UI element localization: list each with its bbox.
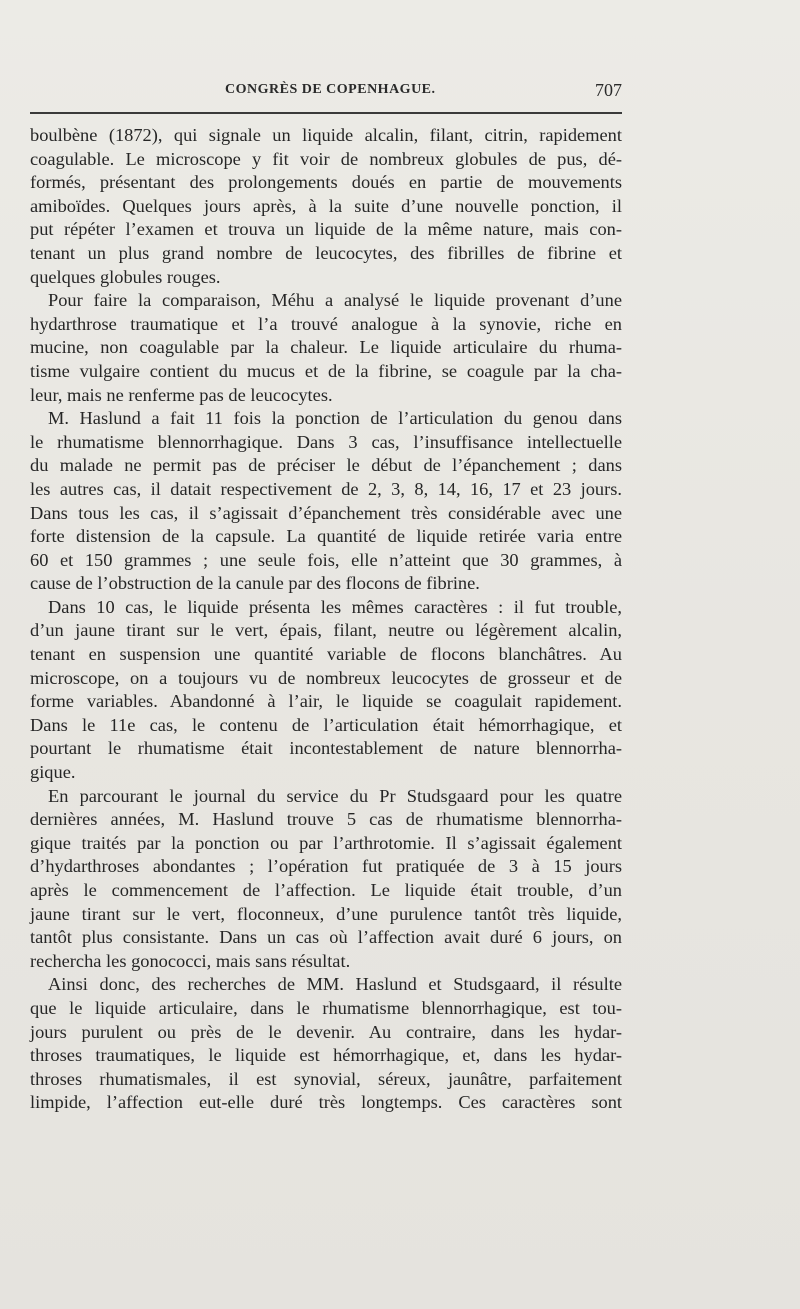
text-line: jours purulent ou près de le devenir. Au contraire, dans les hydar- bbox=[30, 1021, 622, 1042]
text-line: Dans tous les cas, il s’agissait d’épanchement très considérable avec une bbox=[30, 502, 622, 523]
text-line: microscope, on a toujours vu de nombreux leucocytes de grosseur et de bbox=[30, 667, 622, 688]
text-line: M. Haslund a fait 11 fois la ponction de l’articulation du genou dans bbox=[48, 408, 622, 429]
text-line: 60 et 150 grammes ; une seule fois, elle n’atteint que 30 grammes, à bbox=[30, 549, 622, 570]
text-line: gique traités par la ponction ou par l’arthrotomie. Il s’agissait également bbox=[30, 832, 622, 853]
text-line: quelques globules rouges. bbox=[30, 266, 221, 287]
text-line: jaune tirant sur le vert, floconneux, d’une purulence tantôt très liquide, bbox=[30, 903, 622, 924]
text-line: d’hydarthroses abondantes ; l’opération fut pratiquée de 3 à 15 jours bbox=[30, 856, 622, 877]
text-line: gique. bbox=[30, 762, 76, 783]
text-line: hydarthrose traumatique et l’a trouvé analogue à la synovie, riche en bbox=[30, 313, 622, 334]
text-line: forte distension de la capsule. La quantité de liquide retirée varia entre bbox=[30, 526, 622, 547]
text-line: En parcourant le journal du service du Pr Studsgaard pour les quatre bbox=[48, 785, 622, 806]
text-line: les autres cas, il datait respectivement de 2, 3, 8, 14, 16, 17 et 23 jours. bbox=[30, 478, 622, 499]
text-line: Ainsi donc, des recherches de MM. Haslund et Studsgaard, il résulte bbox=[48, 974, 622, 995]
text-line: tisme vulgaire contient du mucus et de la fibrine, se coagule par la cha- bbox=[30, 360, 622, 381]
text-line: coagulable. Le microscope y fit voir de nombreux globules de pus, dé- bbox=[30, 148, 622, 169]
text-line: mucine, non coagulable par la chaleur. Le liquide articulaire du rhuma- bbox=[30, 337, 622, 358]
text-line: le rhumatisme blennorrhagique. Dans 3 cas, l’insuffisance intellectuelle bbox=[30, 431, 622, 452]
text-line: tantôt plus consistante. Dans un cas où l’affection avait duré 6 jours, on bbox=[30, 927, 622, 948]
text-line: tenant en suspension une quantité variable de flocons blanchâtres. Au bbox=[30, 644, 622, 665]
text-line: throses traumatiques, le liquide est hémorrhagique, et, dans les hydar- bbox=[30, 1045, 622, 1066]
text-line: boulbène (1872), qui signale un liquide alcalin, filant, citrin, rapidement bbox=[30, 125, 622, 145]
text-line: d’un jaune tirant sur le vert, épais, filant, neutre ou légèrement alcalin, bbox=[30, 620, 622, 641]
text-line: du malade ne permit pas de préciser le début de l’épanchement ; dans bbox=[30, 455, 622, 476]
text-line: leur, mais ne renferme pas de leucocytes. bbox=[30, 384, 333, 405]
text-line: throses rhumatismales, il est synovial, séreux, jaunâtre, parfaitement bbox=[30, 1068, 622, 1089]
body-text bbox=[30, 124, 622, 1115]
text-line: cause de l’obstruction de la canule par des flocons de fibrine. bbox=[30, 573, 480, 594]
text-line: put répéter l’examen et trouva un liquide de la même nature, mais con- bbox=[30, 219, 622, 240]
page-header bbox=[30, 80, 622, 102]
text-line: Dans le 11e cas, le contenu de l’articulation était hémorrhagique, et bbox=[30, 714, 622, 735]
text-line: après le commencement de l’affection. Le liquide était trouble, d’un bbox=[30, 880, 622, 900]
header-rule bbox=[30, 112, 622, 114]
text-line: que le liquide articulaire, dans le rhumatisme blennorrhagique, est tou- bbox=[30, 997, 622, 1018]
text-line: Dans 10 cas, le liquide présenta les mêmes caractères : il fut trouble, bbox=[48, 596, 622, 617]
text-line: Pour faire la comparaison, Méhu a analysé le liquide provenant d’une bbox=[48, 290, 622, 311]
page-number: 707 bbox=[595, 80, 622, 100]
text-line: limpide, l’affection eut-elle duré très longtemps. Ces caractères sont bbox=[30, 1092, 622, 1113]
running-title: CONGRÈS DE COPENHAGUE. bbox=[225, 82, 436, 97]
text-line: forme variables. Abandonné à l’air, le liquide se coagulait rapidement. bbox=[30, 691, 622, 712]
text-line: pourtant le rhumatisme était incontestablement de nature blennorrha- bbox=[30, 738, 622, 759]
text-line: tenant un plus grand nombre de leucocytes, des fibrilles de fibrine et bbox=[30, 242, 622, 263]
text-line: formés, présentant des prolongements doués en partie de mouvements bbox=[30, 172, 622, 193]
text-line: amiboïdes. Quelques jours après, à la suite d’une nouvelle ponction, il bbox=[30, 195, 622, 216]
text-line: dernières années, M. Haslund trouve 5 cas de rhumatisme blennorrha- bbox=[30, 809, 622, 830]
text-line: rechercha les gonococci, mais sans résultat. bbox=[30, 950, 351, 971]
